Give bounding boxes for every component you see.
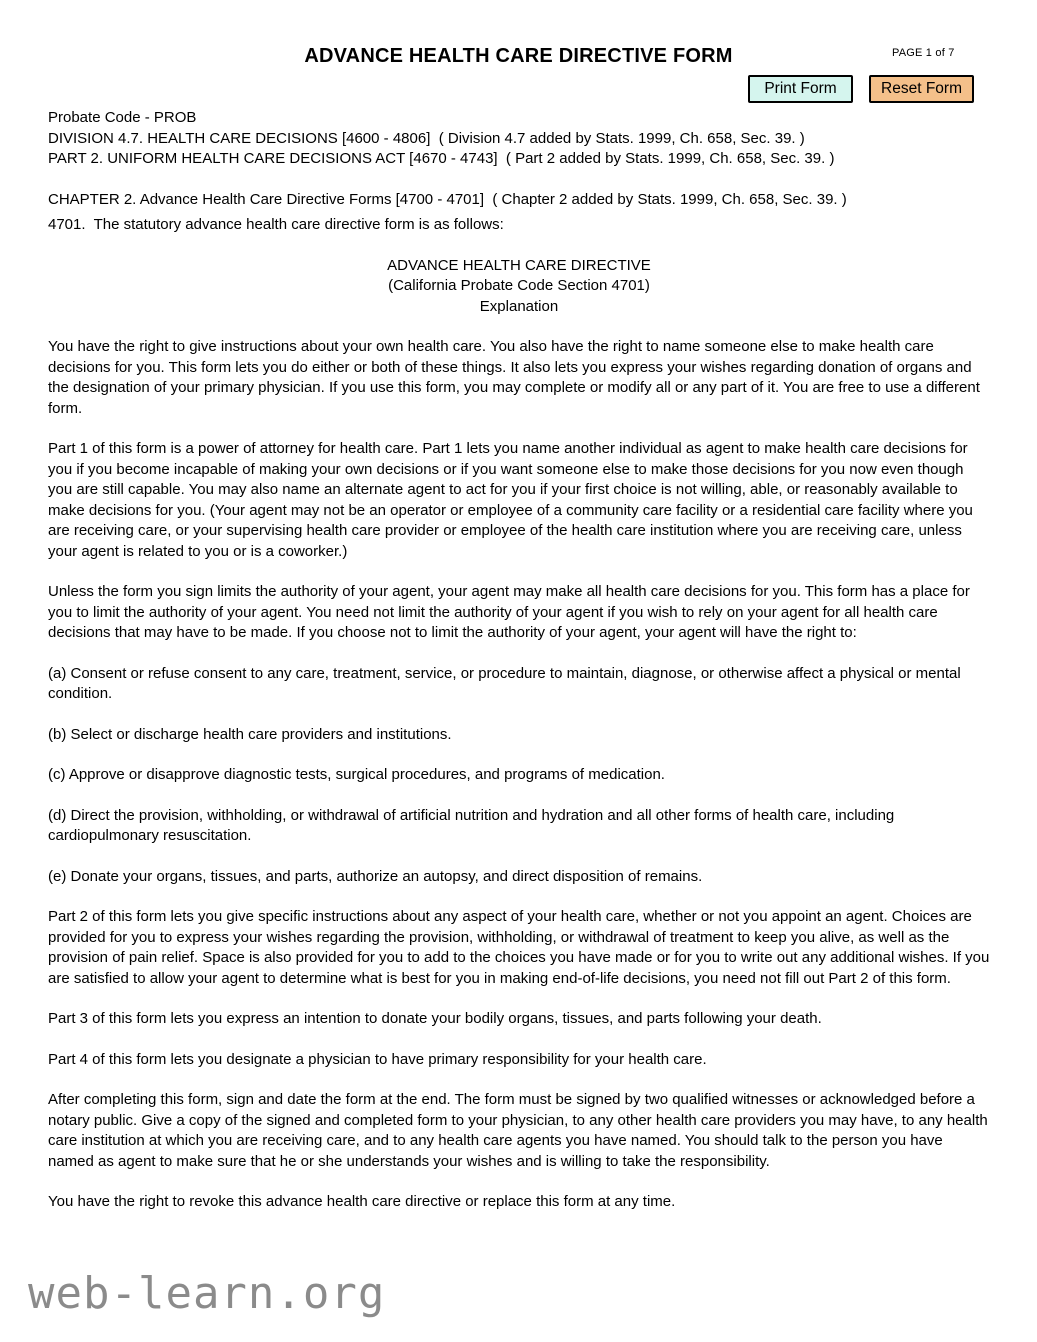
chapter-line: CHAPTER 2. Advance Health Care Directive Forms [4700 - 4701] ( Chapter 2 added by Stats. 1999, Ch. 658, Sec. 39. ) bbox=[48, 190, 847, 208]
power-e-paragraph: (e) Donate your organs, tissues, and parts, authorize an autopsy, and direct disposition of remains. bbox=[48, 867, 703, 885]
power-b-paragraph: (b) Select or discharge health care providers and institutions. bbox=[48, 725, 452, 743]
directive-heading: ADVANCE HEALTH CARE DIRECTIVE bbox=[387, 256, 651, 274]
watermark: web-learn.org bbox=[28, 1268, 386, 1319]
signing-instructions-paragraph: After completing this form, sign and date the form at the end. The form must be signed by two qualified witnesses or acknowledged before a notary public. Give a copy of the signed and completed form to your physician, to any other health care providers you may have, to any health care institution at which you are receiving care, and to any health care agents you have named. You should talk to the person you have named as agent to make sure that he or she understands your wishes and is willing to take the responsibility. bbox=[48, 1091, 988, 1170]
page-header bbox=[0, 0, 1037, 108]
agent-authority-paragraph: Unless the form you sign limits the authority of your agent, your agent may make all health care decisions for you. This form has a place for you to limit the authority of your agent. You need not limit the authority of your agent if you wish to rely on your agent for all health care decisions that may have to be made. If you choose not to limit the authority of your agent, your agent will have the right to: bbox=[48, 583, 970, 641]
form-title: ADVANCE HEALTH CARE DIRECTIVE FORM bbox=[304, 45, 733, 67]
power-c-paragraph: (c) Approve or disapprove diagnostic tests, surgical procedures, and programs of medication. bbox=[48, 766, 665, 783]
part3-paragraph: Part 3 of this form lets you express an intention to donate your bodily organs, tissues, and parts following your death. bbox=[48, 1010, 822, 1027]
part1-paragraph: Part 1 of this form is a power of attorney for health care. Part 1 lets you name another individual as agent to make health care decisions for you if you become incapable of making your own decisions or if you want someone else to make those decisions for you now even though you are still capable. You may also name an alternate agent to act for you if your first choice is not willing, able, or reasonably available to make decisions for you. (Your agent may not be an operator or employee of a community care facility or a residential care facility where you are receiving care, or your supervising health care provider or employee of the health care institution where you are receiving care, unless your agent is related to you or is a coworker.) bbox=[48, 440, 973, 560]
power-d-paragraph: (d) Direct the provision, withholding, or withdrawal of artificial nutrition and hydration and all other forms of health care, including cardiopulmonary resuscitation. bbox=[48, 806, 895, 844]
part4-paragraph: Part 4 of this form lets you designate a physician to have primary responsibility for your health care. bbox=[48, 1050, 707, 1068]
document-body bbox=[48, 108, 990, 1213]
statute-line-part2: PART 2. UNIFORM HEALTH CARE DECISIONS ACT [4670 - 4743] ( Part 2 added by Stats. 1999, Ch. 658, Sec. 39. ) bbox=[48, 150, 835, 167]
statute-line-division: DIVISION 4.7. HEALTH CARE DECISIONS [4600 - 4806] ( Division 4.7 added by Stats. 1999, Ch. 658, Sec. 39. ) bbox=[48, 129, 805, 147]
intro-paragraph: You have the right to give instructions about your own health care. You also have the right to name someone else to make health care decisions for you. This form lets you do either or both of these things. It also lets you express your wishes regarding donation of organs and the designation of your primary physician. If you use this form, you may complete or modify all or any part of it. You are free to use a different form. bbox=[48, 338, 980, 417]
revoke-paragraph: You have the right to revoke this advance health care directive or replace this form at any time. bbox=[48, 1193, 676, 1210]
directive-explanation-label: Explanation bbox=[479, 297, 559, 315]
page-indicator: PAGE 1 of 7 bbox=[892, 47, 955, 59]
power-a-paragraph: (a) Consent or refuse consent to any care, treatment, service, or procedure to maintain, diagnose, or otherwise affect a physical or mental condition. bbox=[48, 664, 961, 702]
section-4701-line: 4701. The statutory advance health care directive form is as follows: bbox=[48, 216, 504, 233]
print-form-button[interactable]: Print Form bbox=[748, 75, 853, 103]
part2-paragraph: Part 2 of this form lets you give specific instructions about any aspect of your health care, whether or not you appoint an agent. Choices are provided for you to express your wishes regarding the provision, withholding, or withdrawal of treatment to keep you alive, as well as the provision of pain relief. Space is also provided for you to add to the choices you have made or for you to write out any additional wishes. If you are satisfied to allow your agent to determine what is best for you in making end-of-life decisions, you need not fill out Part 2 of this form. bbox=[48, 908, 990, 987]
directive-heading-block bbox=[48, 256, 990, 318]
reset-form-button[interactable]: Reset Form bbox=[869, 75, 974, 103]
directive-code-reference: (California Probate Code Section 4701) bbox=[388, 277, 650, 294]
statute-line-probate-code: Probate Code - PROB bbox=[48, 109, 197, 126]
